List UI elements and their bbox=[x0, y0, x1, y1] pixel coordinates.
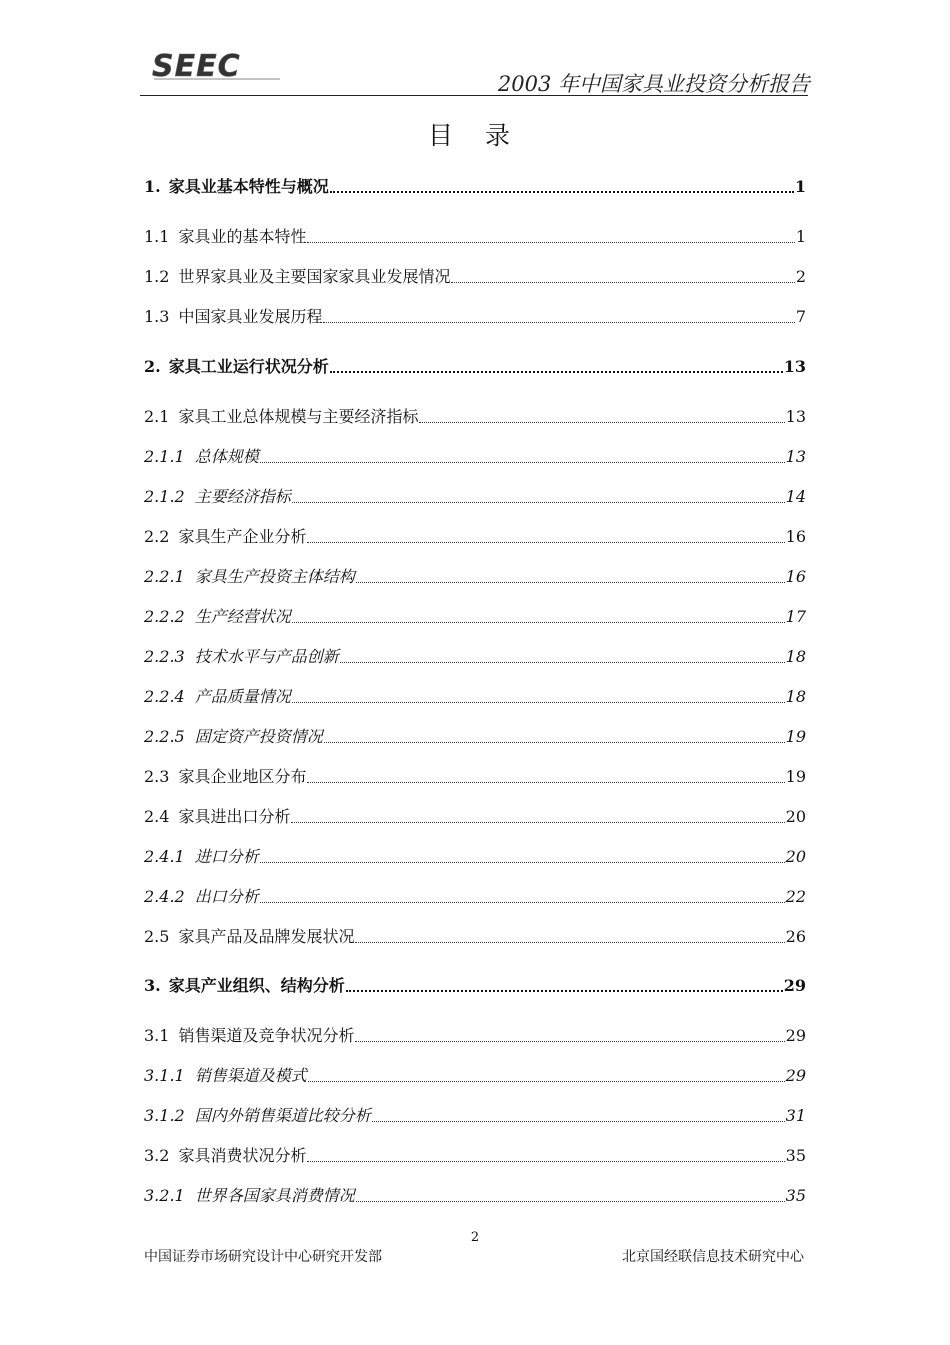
toc-entry-page: 29 bbox=[783, 976, 806, 995]
toc-heading: 目 录 bbox=[428, 121, 522, 150]
toc-entry bbox=[144, 721, 806, 747]
footer-left-org: 中国证券市场研究设计中心研究开发部 bbox=[144, 1249, 382, 1265]
report-header-title: 2003 年中国家具业投资分析报告 bbox=[497, 72, 810, 96]
toc-leader-dots bbox=[355, 1040, 784, 1042]
toc-leader-dots bbox=[323, 321, 794, 323]
toc-entry-number: 1.2 bbox=[144, 267, 170, 286]
toc-entry-label: 家具生产投资主体结构 bbox=[194, 567, 355, 586]
toc-entry bbox=[144, 351, 806, 377]
toc-entry-label: 家具产品及品牌发展状况 bbox=[178, 927, 355, 946]
toc-entry-number: 3.2 bbox=[144, 1146, 170, 1165]
toc-entry-number: 3.1.1 bbox=[144, 1066, 185, 1085]
toc-entry-page: 31 bbox=[785, 1106, 806, 1125]
toc-leader-dots bbox=[419, 421, 784, 423]
header-divider bbox=[140, 95, 808, 96]
toc-entry bbox=[144, 1020, 806, 1046]
toc-entry-number: 2.1.2 bbox=[144, 487, 185, 506]
toc-entry-page: 35 bbox=[785, 1146, 806, 1165]
toc-entry-label: 销售渠道及模式 bbox=[194, 1066, 307, 1085]
toc-entry-label: 生产经营状况 bbox=[194, 607, 291, 626]
toc-entry-number: 2.2 bbox=[144, 527, 170, 546]
toc-entry-label: 出口分析 bbox=[194, 887, 259, 906]
toc-entry-number: 2.2.3 bbox=[144, 647, 185, 666]
toc-entry bbox=[144, 681, 806, 707]
toc-entry-number: 2.4.2 bbox=[144, 887, 185, 906]
toc-entry-label: 家具企业地区分布 bbox=[178, 767, 307, 786]
toc-entry bbox=[144, 521, 806, 547]
toc-entry-page: 35 bbox=[785, 1186, 806, 1205]
toc-leader-dots bbox=[307, 781, 784, 783]
toc-entry-page: 13 bbox=[785, 407, 806, 426]
toc-entry-label: 家具工业总体规模与主要经济指标 bbox=[178, 407, 419, 426]
toc-entry-page: 19 bbox=[785, 727, 806, 746]
toc-entry bbox=[144, 1100, 806, 1126]
toc-leader-dots bbox=[307, 1160, 784, 1162]
toc-entry-label: 家具业的基本特性 bbox=[178, 227, 307, 246]
toc-leader-dots bbox=[330, 190, 794, 193]
toc-entry-label: 国内外销售渠道比较分析 bbox=[194, 1106, 371, 1125]
toc-entry-page: 17 bbox=[785, 607, 806, 626]
toc-leader-dots bbox=[330, 370, 783, 373]
toc-entry-page: 18 bbox=[785, 647, 806, 666]
toc-entry-number: 1.3 bbox=[144, 307, 170, 326]
toc-leader-dots bbox=[292, 501, 785, 503]
toc-entry-number: 2.1.1 bbox=[144, 447, 185, 466]
toc-entry-label: 家具业基本特性与概况 bbox=[168, 177, 329, 196]
page-number: 2 bbox=[470, 1230, 480, 1245]
toc-entry bbox=[144, 261, 806, 287]
toc-entry bbox=[144, 441, 806, 467]
toc-entry bbox=[144, 481, 806, 507]
toc-entry-label: 销售渠道及竞争状况分析 bbox=[178, 1026, 355, 1045]
toc-entry-page: 20 bbox=[785, 847, 806, 866]
toc-entry-number: 3.1 bbox=[144, 1026, 170, 1045]
toc-leader-dots bbox=[308, 1080, 785, 1082]
toc-leader-dots bbox=[324, 741, 785, 743]
toc-entry-page: 2 bbox=[795, 267, 806, 286]
toc-entry-number: 3. bbox=[144, 976, 161, 995]
toc-leader-dots bbox=[260, 461, 785, 463]
toc-entry-page: 13 bbox=[785, 447, 806, 466]
toc-entry-label: 世界各国家具消费情况 bbox=[194, 1186, 355, 1205]
toc-entry-page: 19 bbox=[785, 767, 806, 786]
toc-entry-page: 1 bbox=[795, 227, 806, 246]
toc-entry bbox=[144, 641, 806, 667]
toc-entry-label: 进口分析 bbox=[194, 847, 259, 866]
toc-entry bbox=[144, 801, 806, 827]
toc-entry-number: 2.2.4 bbox=[144, 687, 185, 706]
toc-leader-dots bbox=[307, 241, 794, 243]
toc-entry-label: 固定资产投资情况 bbox=[194, 727, 323, 746]
toc-entry bbox=[144, 761, 806, 787]
toc-entry-page: 16 bbox=[785, 567, 806, 586]
toc-entry-number: 2.4 bbox=[144, 807, 170, 826]
toc-entry bbox=[144, 1140, 806, 1166]
toc-entry-label: 家具生产企业分析 bbox=[178, 527, 307, 546]
toc-entry-page: 29 bbox=[785, 1026, 806, 1045]
toc-leader-dots bbox=[292, 621, 785, 623]
toc-entry-label: 家具消费状况分析 bbox=[178, 1146, 307, 1165]
toc-entry-page: 26 bbox=[785, 927, 806, 946]
toc-entry-number: 2.3 bbox=[144, 767, 170, 786]
toc-leader-dots bbox=[340, 661, 785, 663]
toc-entry-number: 1. bbox=[144, 177, 161, 196]
toc-entry-page: 18 bbox=[785, 687, 806, 706]
toc-entry-number: 2.5 bbox=[144, 927, 170, 946]
toc-entry-number: 3.1.2 bbox=[144, 1106, 185, 1125]
toc-leader-dots bbox=[346, 989, 783, 992]
toc-entry bbox=[144, 171, 806, 197]
toc-leader-dots bbox=[355, 941, 784, 943]
toc-entry-label: 主要经济指标 bbox=[194, 487, 291, 506]
toc-entry-label: 家具进出口分析 bbox=[178, 807, 291, 826]
toc-entry bbox=[144, 881, 806, 907]
toc-entry-page: 14 bbox=[785, 487, 806, 506]
toc-entry-page: 29 bbox=[785, 1066, 806, 1085]
toc-entry-label: 世界家具业及主要国家家具业发展情况 bbox=[178, 267, 451, 286]
toc-entry bbox=[144, 561, 806, 587]
toc-entry-label: 总体规模 bbox=[194, 447, 259, 466]
toc-leader-dots bbox=[372, 1120, 785, 1122]
toc-entry-page: 22 bbox=[785, 887, 806, 906]
toc-entry-page: 7 bbox=[795, 307, 806, 326]
toc-leader-dots bbox=[260, 901, 785, 903]
toc-leader-dots bbox=[291, 821, 784, 823]
toc-entry bbox=[144, 401, 806, 427]
toc-leader-dots bbox=[356, 1200, 785, 1202]
toc-entry bbox=[144, 301, 806, 327]
toc-entry-label: 家具产业组织、结构分析 bbox=[168, 976, 345, 995]
toc-entry-label: 产品质量情况 bbox=[194, 687, 291, 706]
toc-entry bbox=[144, 1180, 806, 1206]
toc-entry bbox=[144, 841, 806, 867]
toc-entry bbox=[144, 1060, 806, 1086]
toc-leader-dots bbox=[292, 701, 785, 703]
toc-entry-number: 2.4.1 bbox=[144, 847, 185, 866]
toc-entry-page: 1 bbox=[794, 177, 806, 196]
toc-entry bbox=[144, 601, 806, 627]
toc-entry-number: 2.2.1 bbox=[144, 567, 185, 586]
toc-leader-dots bbox=[356, 581, 785, 583]
toc-entry-page: 20 bbox=[785, 807, 806, 826]
toc-entry-label: 中国家具业发展历程 bbox=[178, 307, 323, 326]
toc-entry-number: 2. bbox=[144, 357, 161, 376]
toc-entry bbox=[144, 221, 806, 247]
toc-leader-dots bbox=[451, 281, 794, 283]
toc-entry-number: 2.2.2 bbox=[144, 607, 185, 626]
toc-leader-dots bbox=[260, 861, 785, 863]
toc-entry bbox=[144, 921, 806, 947]
toc-entry-number: 1.1 bbox=[144, 227, 170, 246]
toc-entry-number: 2.1 bbox=[144, 407, 170, 426]
toc-entry-page: 13 bbox=[783, 357, 806, 376]
seec-logo bbox=[150, 50, 285, 82]
toc-entry-number: 3.2.1 bbox=[144, 1186, 185, 1205]
toc-entry-number: 2.2.5 bbox=[144, 727, 185, 746]
toc-entry-page: 16 bbox=[785, 527, 806, 546]
toc-entry-label: 家具工业运行状况分析 bbox=[168, 357, 329, 376]
footer-right-org: 北京国经联信息技术研究中心 bbox=[622, 1249, 804, 1265]
toc-entry-label: 技术水平与产品创新 bbox=[194, 647, 339, 666]
toc-leader-dots bbox=[307, 541, 784, 543]
logo-text: SEEC bbox=[152, 50, 241, 82]
toc-entry bbox=[144, 970, 806, 996]
